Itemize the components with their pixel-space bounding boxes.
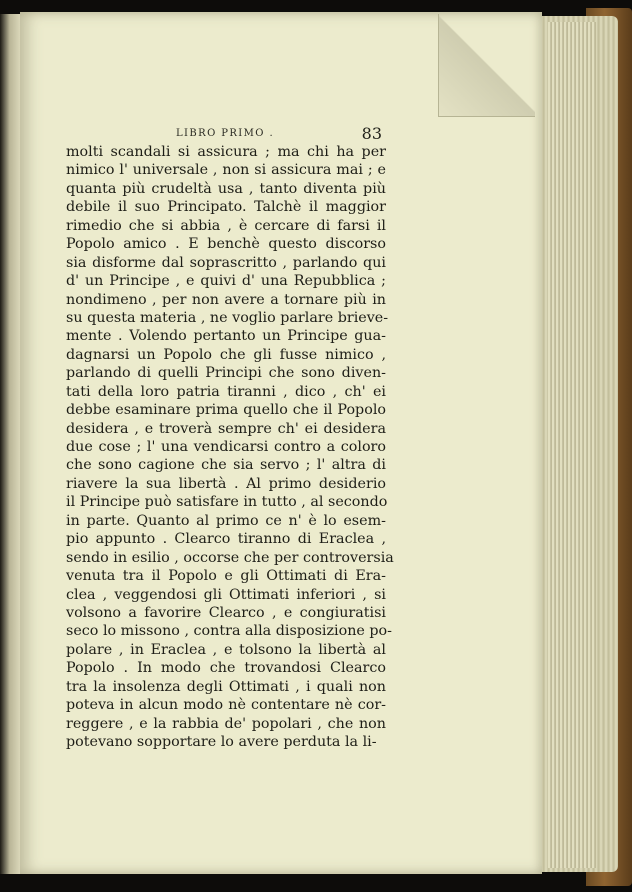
text-line: Popolo . In modo che trovandosi Clearco bbox=[66, 660, 386, 677]
text-line: debbe esaminare prima quello che il Popolo bbox=[66, 402, 386, 419]
text-line: Popolo amico . E benchè questo discorso bbox=[66, 236, 386, 253]
text-line: in parte. Quanto al primo ce n' è lo esem- bbox=[66, 512, 386, 529]
text-line: dagnarsi un Popolo che gli fusse nimico , bbox=[66, 346, 386, 363]
text-line: il Principe può satisfare in tutto , al secondo bbox=[66, 494, 388, 511]
text-line: poteva in alcun modo nè contentare nè cor- bbox=[66, 697, 386, 714]
text-line: potevano sopportare lo avere perduta la li- bbox=[66, 734, 377, 750]
text-line: mente . Volendo pertanto un Principe gua- bbox=[66, 328, 386, 345]
page-stack-inner bbox=[548, 22, 596, 868]
text-line: rimedio che si abbia , è cercare di farsi il bbox=[66, 217, 386, 234]
text-line: che sono cagione che sia servo ; l' altra di bbox=[66, 457, 386, 474]
text-line: clea , veggendosi gli Ottimati inferiori , si bbox=[66, 586, 386, 603]
text-line: d' un Principe , e quivi d' una Repubblica ; bbox=[66, 273, 386, 290]
text-line: su questa materia , ne voglio parlare brieve- bbox=[66, 309, 389, 326]
text-line: tra la insolenza degli Ottimati , i quali non bbox=[66, 678, 386, 695]
text-line: seco lo missono , contra alla disposizione po- bbox=[66, 623, 392, 640]
running-title: LIBRO PRIMO . bbox=[176, 128, 275, 139]
text-line: volsono a favorire Clearco , e congiuratisi bbox=[66, 604, 386, 621]
text-line: parlando di quelli Principi che sono diven- bbox=[66, 365, 386, 382]
text-line: reggere , e la rabbia de' popolari , che non bbox=[66, 715, 386, 732]
text-line: due cose ; l' una vendicarsi contro a coloro bbox=[66, 439, 386, 455]
text-line: sia disforme dal soprascritto , parlando qui bbox=[66, 254, 386, 271]
text-line: riavere la sua libertà . Al primo desiderio bbox=[66, 475, 386, 492]
text-line: polare , in Eraclea , e tolsono la libertà al bbox=[66, 641, 386, 658]
text-line: desidera , e troverà sempre ch' ei desidera bbox=[66, 420, 386, 437]
text-line: nondimeno , per non avere a tornare più in bbox=[66, 291, 386, 308]
text-line: debile il suo Principato. Talchè il maggior bbox=[66, 199, 386, 216]
text-line: venuta tra il Popolo e gli Ottimati di Era- bbox=[66, 568, 386, 585]
text-line: molti scandali si assicura ; ma chi ha per bbox=[66, 144, 386, 160]
text-line: quanta più crudeltà usa , tanto diventa più bbox=[66, 180, 386, 197]
folded-corner bbox=[438, 14, 535, 117]
body-text bbox=[66, 143, 394, 751]
text-line: sendo in esilio , occorse che per controversia bbox=[66, 549, 394, 566]
text-line: pio appunto . Clearco tiranno di Eraclea , bbox=[66, 531, 386, 548]
text-line: nimico l' universale , non si assicura mai ; e bbox=[66, 162, 386, 179]
text-line: tati della loro patria tiranni , dico , ch' ei bbox=[66, 383, 386, 400]
page-number: 83 bbox=[361, 124, 382, 143]
